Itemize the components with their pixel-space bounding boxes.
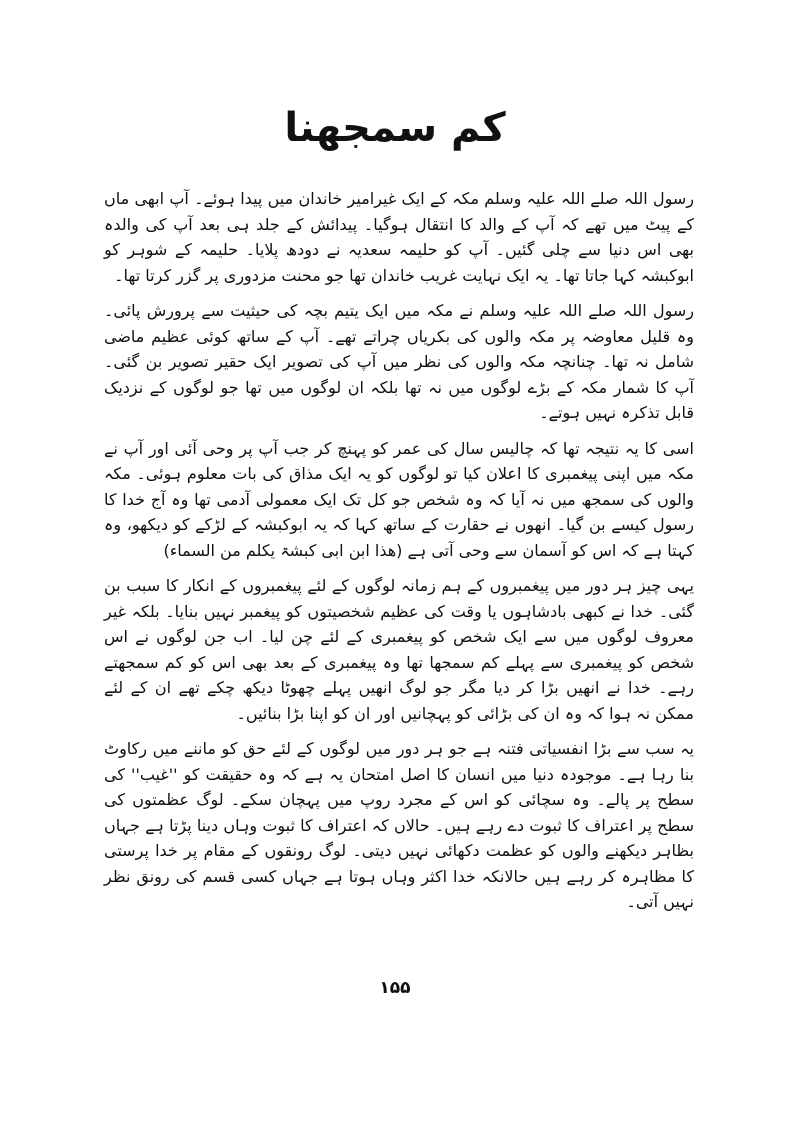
paragraph: رسول اللہ صلے اللہ علیہ وسلم نے مکہ میں ایک یتیم بچہ کی حیثیت سے پرورش پائی۔ وہ قلیل معاوضہ پر مکہ والوں کی بکریاں چراتے تھے۔ آپ کے ساتھ کوئی عظیم ماضی شامل نہ تھا۔ چنانچہ مکہ والوں کی نظر میں آپ کی تصویر ایک حقیر تصویر بن گئی۔ آپ کا شمار مکہ کے بڑے لوگوں میں نہ تھا بلکہ ان لوگوں میں تھا جو لوگوں کے نزدیک قابل تذکرہ نہیں ہوتے۔: [104, 301, 694, 422]
paragraph: یہی چیز ہر دور میں پیغمبروں کے ہم زمانہ لوگوں کے لئے پیغمبروں کے انکار کا سبب بن گئی۔ خدا نے کبھی بادشاہوں یا وقت کی عظیم شخصیتوں کو پیغمبر نہیں بنایا۔ بلکہ غیر معروف لوگوں میں سے ایک شخص کو پیغمبری کے لئے چن لیا۔ اب جن لوگوں نے اس شخص کو پیغمبری سے پہلے کم سمجھا تھا وہ پیغمبری کے بعد بھی اس کو کم سمجھتے رہے۔ خدا نے انھیں بڑا کر دیا مگر جو لوگ انھیں پہلے چھوٹا دیکھ چکے تھے ان کے لئے ممکن نہ ہوا کہ وہ ان کی بڑائی کو پہچانیں اور ان کو اپنا بڑا بنائیں۔: [104, 576, 694, 723]
paragraph: اسی کا یہ نتیجہ تھا کہ چالیس سال کی عمر کو پہنچ کر جب آپ پر وحی آئی اور آپ نے مکہ میں اپنی پیغمبری کا اعلان کیا تو لوگوں کو یہ ایک مذاق کی بات معلوم ہوئی۔ مکہ والوں کی سمجھ میں نہ آیا کہ وہ شخص جو کل تک ایک معمولی آدمی تھا وہ آج خدا کا رسول کیسے بن گیا۔ انھوں نے حقارت کے ساتھ کہا کہ یہ ابوکبشہ کے لڑکے کو دیکھو، وہ کہتا ہے کہ اس کو آسمان سے وحی آتی ہے (ھذا ابن ابی کبشۃ یکلم من السماء): [104, 438, 694, 560]
paragraph: یہ سب سے بڑا انفسیاتی فتنہ ہے جو ہر دور میں لوگوں کے لئے حق کو ماننے میں رکاوٹ بنا رہا ہے۔ موجودہ دنیا میں انسان کا اصل امتحان یہ ہے کہ وہ حقیقت کو ''غیب'' کی سطح پر پالے۔ وہ سچائی کو اس کے مجرد روپ میں پہچان سکے۔ لوگ عظمتوں کی سطح پر اعتراف کا ثبوت دے رہے ہیں۔ حالاں کہ اعتراف کا ثبوت وہاں دینا پڑتا ہے جہاں بظاہر دیکھنے والوں کو عظمت دکھائی نہیں دیتی۔ لوگ رونقوں کے مقام پر خدا پرستی کا مظاہرہ کر رہے ہیں حالانکہ خدا اکثر وہاں ہوتا ہے جہاں کسی قسم کی رونق نظر نہیں آتی۔: [104, 739, 694, 911]
paragraph: رسول اللہ صلے اللہ علیہ وسلم مکہ کے ایک غیرامیر خاندان میں پیدا ہوئے۔ آپ ابھی ماں کے پیٹ میں تھے کہ آپ کے والد کا انتقال ہوگیا۔ پیدائش کے جلد ہی بعد آپ کی والدہ بھی اس دنیا سے چلی گئیں۔ آپ کو حلیمہ سعدیہ نے دودھ پلایا۔ حلیمہ کے شوہر کو ابوکبشہ کہا جاتا تھا۔ یہ ایک نہایت غریب خاندان تھا جو محنت مزدوری پر گزر کرتا تھا۔: [104, 189, 694, 285]
page-title: کم سمجھنا: [284, 105, 506, 151]
page-number: ۱۵۵: [379, 978, 411, 998]
body-text: [104, 186, 694, 925]
